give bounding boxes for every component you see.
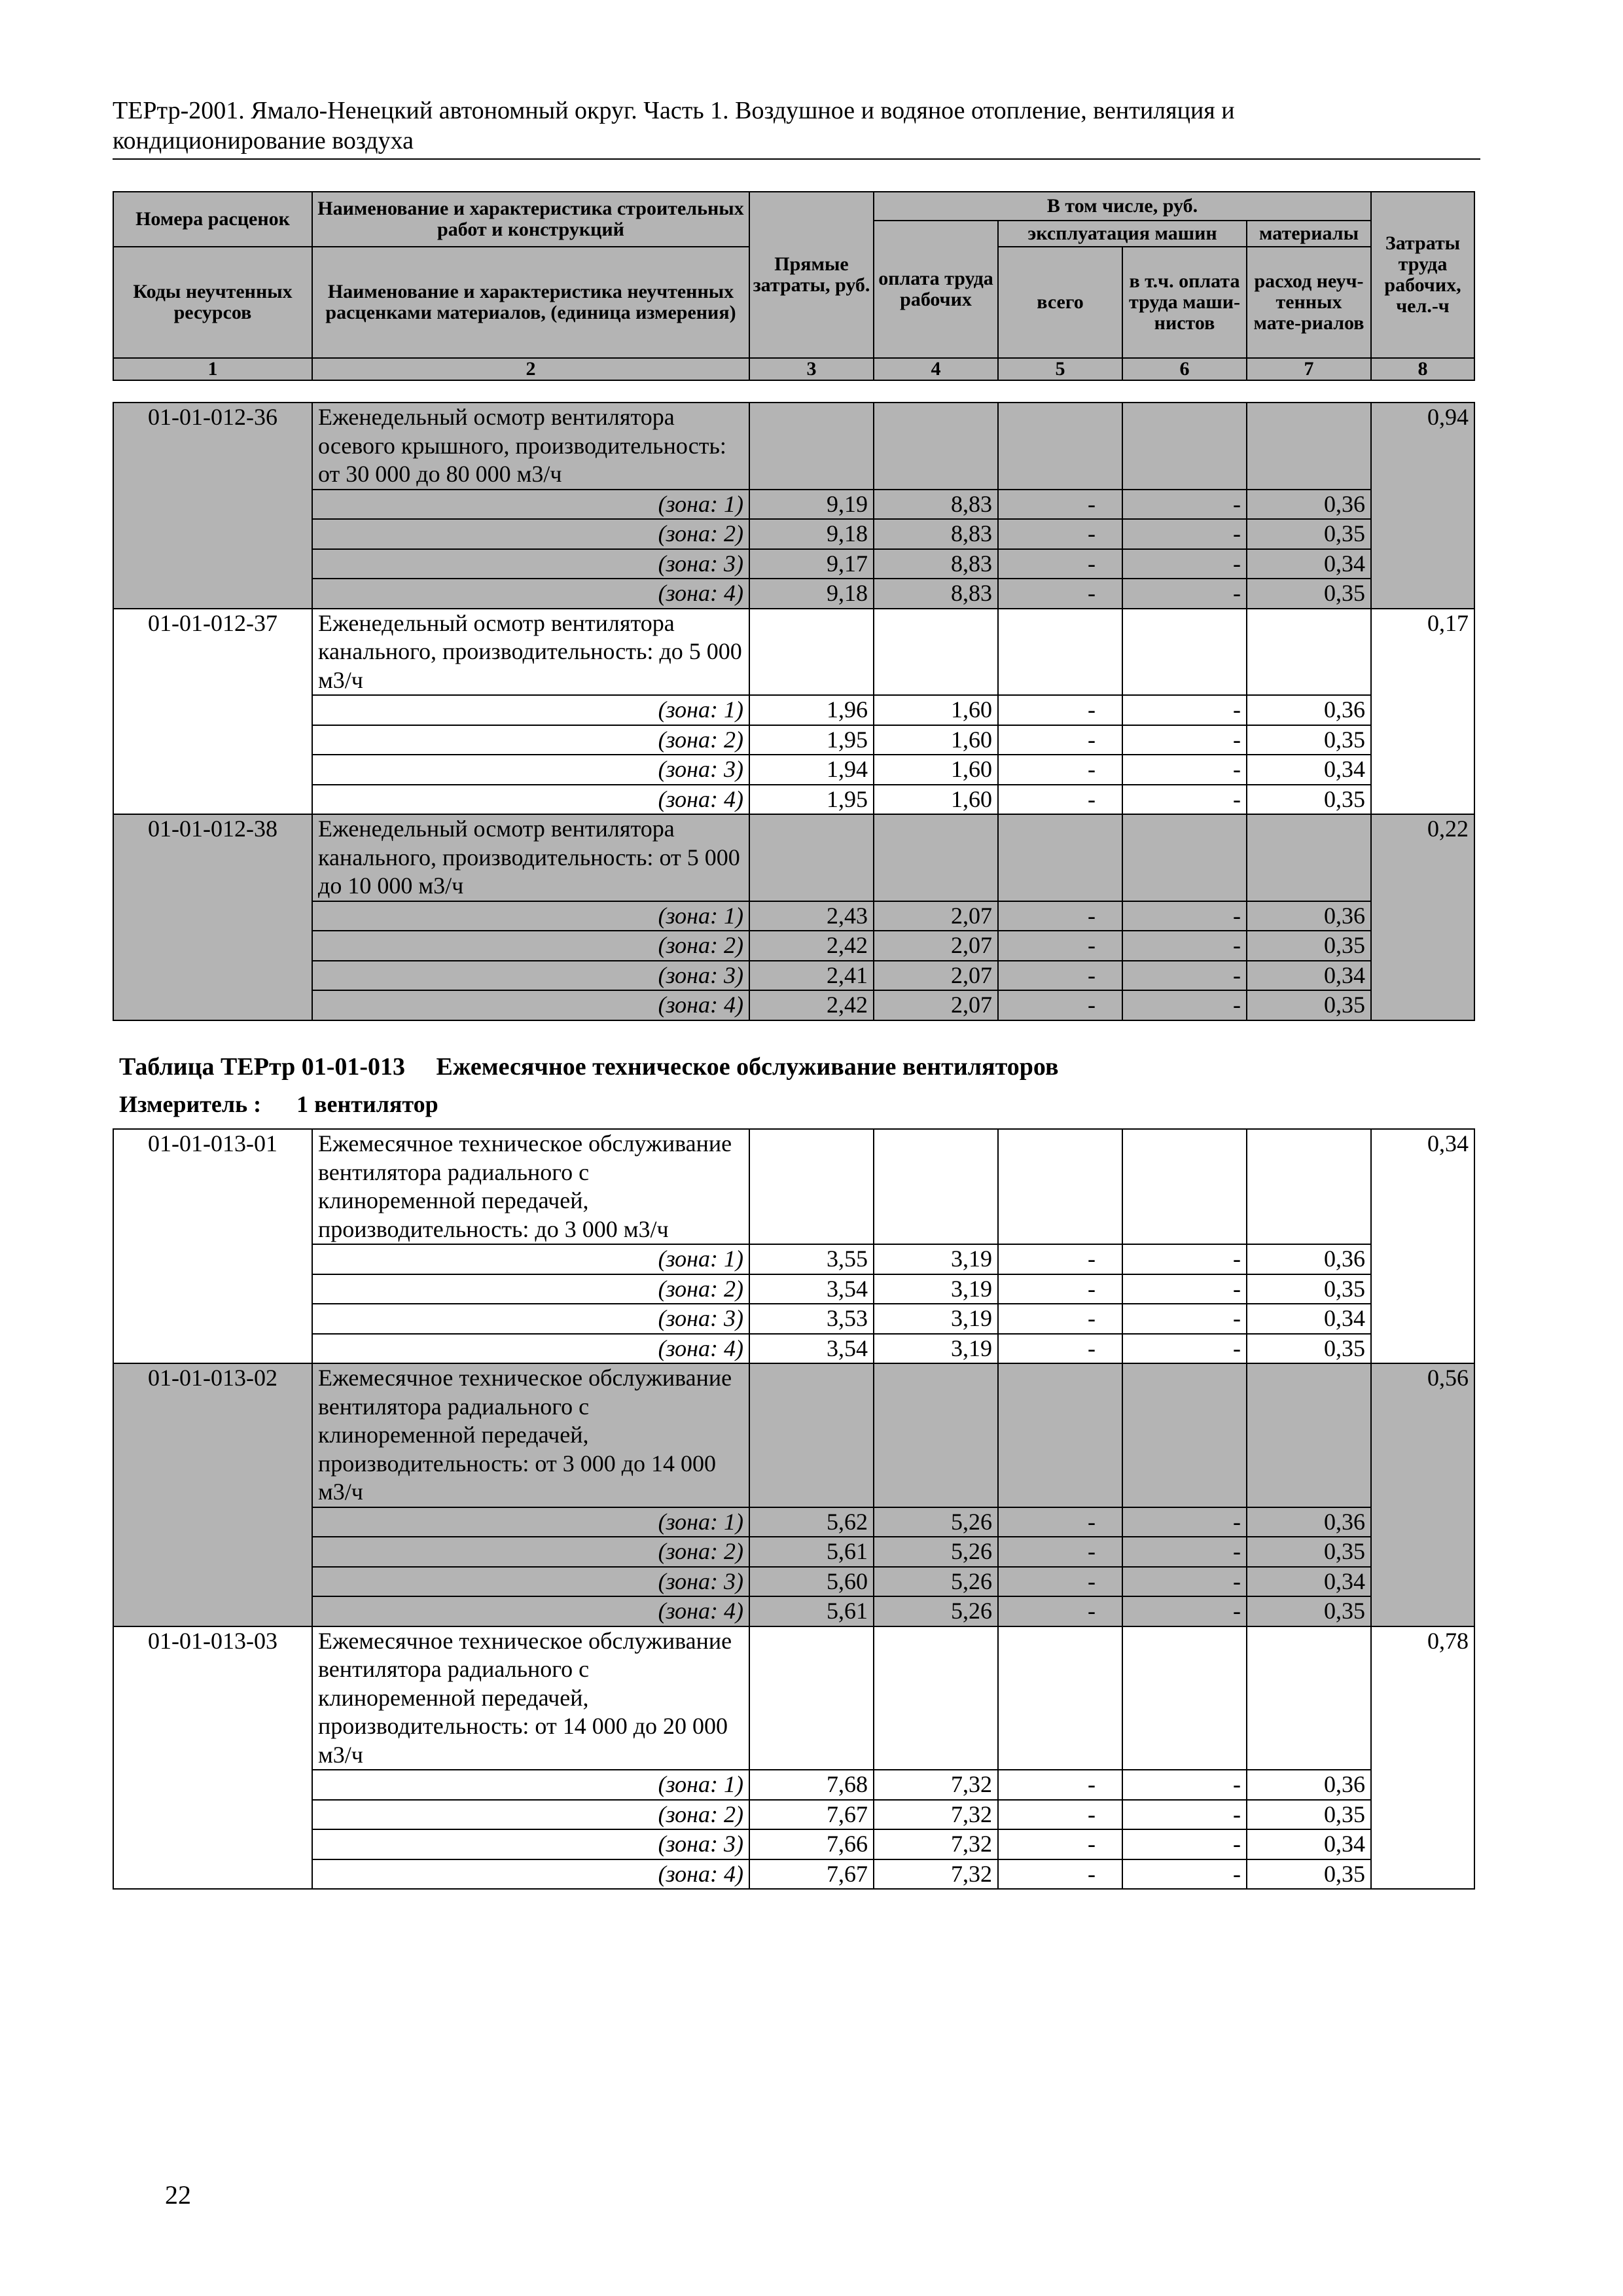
- materials-value: 0,35: [1247, 1859, 1371, 1890]
- wages-value: 8,83: [874, 579, 998, 609]
- empty-cell: [874, 1626, 998, 1770]
- empty-cell: [749, 403, 874, 490]
- wages-value: 8,83: [874, 490, 998, 520]
- wages-value: 5,26: [874, 1537, 998, 1567]
- direct-cost: 2,43: [749, 901, 874, 931]
- direct-cost: 9,19: [749, 490, 874, 520]
- materials-value: 0,35: [1247, 579, 1371, 609]
- direct-cost: 2,41: [749, 961, 874, 991]
- zone-row: [113, 901, 1474, 931]
- machinist-value: -: [1122, 1567, 1247, 1597]
- materials-value: 0,36: [1247, 1770, 1371, 1800]
- zone-label: (зона: 4): [312, 579, 749, 609]
- machines-value: -: [998, 519, 1122, 549]
- machinist-value: -: [1122, 901, 1247, 931]
- wages-value: 1,60: [874, 695, 998, 725]
- rate-row: [113, 609, 1474, 696]
- materials-value: 0,35: [1247, 519, 1371, 549]
- header-work-name: Наименование и характеристика строительных работ и конструкций: [312, 192, 749, 247]
- wages-value: 5,26: [874, 1507, 998, 1537]
- direct-cost: 7,67: [749, 1800, 874, 1830]
- machines-value: -: [998, 490, 1122, 520]
- machines-value: -: [998, 1859, 1122, 1890]
- empty-cell: [1247, 609, 1371, 696]
- empty-cell: [1247, 1363, 1371, 1507]
- labor-cost: 0,34: [1371, 1129, 1474, 1363]
- header-line-1: ТЕРтр-2001. Ямало-Ненецкий автономный округ. Часть 1. Воздушное и водяное отопление, вентиляция и: [113, 97, 1235, 124]
- materials-value: 0,36: [1247, 1507, 1371, 1537]
- wages-value: 7,32: [874, 1770, 998, 1800]
- machinist-value: -: [1122, 785, 1247, 815]
- materials-value: 0,35: [1247, 990, 1371, 1020]
- zone-row: [113, 1274, 1474, 1304]
- wages-value: 3,19: [874, 1244, 998, 1274]
- labor-cost: 0,78: [1371, 1626, 1474, 1890]
- column-number: 1: [113, 358, 312, 380]
- materials-value: 0,34: [1247, 961, 1371, 991]
- zone-label: (зона: 3): [312, 1567, 749, 1597]
- direct-cost: 9,17: [749, 549, 874, 579]
- empty-cell: [749, 814, 874, 901]
- column-number: 8: [1371, 358, 1474, 380]
- column-number: 4: [874, 358, 998, 380]
- rates-table-01-01-013: [113, 1128, 1475, 1890]
- zone-row: [113, 1859, 1474, 1890]
- rate-row: [113, 1363, 1474, 1507]
- empty-cell: [874, 814, 998, 901]
- wages-value: 1,60: [874, 755, 998, 785]
- column-header-table: [113, 191, 1475, 381]
- zone-label: (зона: 3): [312, 755, 749, 785]
- materials-value: 0,35: [1247, 1334, 1371, 1364]
- wages-value: 5,26: [874, 1596, 998, 1626]
- direct-cost: 7,66: [749, 1829, 874, 1859]
- zone-label: (зона: 4): [312, 1334, 749, 1364]
- measure-unit: Измеритель : 1 вентилятор: [119, 1091, 438, 1117]
- direct-cost: 9,18: [749, 519, 874, 549]
- materials-value: 0,34: [1247, 1304, 1371, 1334]
- wages-value: 2,07: [874, 901, 998, 931]
- zone-label: (зона: 3): [312, 1304, 749, 1334]
- column-number: 2: [312, 358, 749, 380]
- empty-cell: [874, 609, 998, 696]
- machines-value: -: [998, 1507, 1122, 1537]
- zone-label: (зона: 4): [312, 1859, 749, 1890]
- direct-cost: 2,42: [749, 931, 874, 961]
- rate-name: Ежемесячное техническое обслуживание вентилятора радиального с клиноременной передачей, производительность: от 3 000 до 14 000 м3/ч: [312, 1363, 749, 1507]
- machinist-value: -: [1122, 1829, 1247, 1859]
- rate-row: [113, 1626, 1474, 1770]
- empty-cell: [998, 403, 1122, 490]
- zone-label: (зона: 3): [312, 961, 749, 991]
- zone-row: [113, 519, 1474, 549]
- empty-cell: [874, 1129, 998, 1244]
- machines-value: -: [998, 1596, 1122, 1626]
- rate-code: 01-01-013-01: [113, 1129, 312, 1363]
- rate-code: 01-01-013-02: [113, 1363, 312, 1626]
- header-wages: оплата труда рабочих: [874, 221, 998, 358]
- empty-cell: [749, 1363, 874, 1507]
- empty-cell: [749, 1129, 874, 1244]
- machines-value: -: [998, 901, 1122, 931]
- wages-value: 2,07: [874, 990, 998, 1020]
- header-direct-costs: Прямые затраты, руб.: [749, 192, 874, 358]
- zone-label: (зона: 3): [312, 549, 749, 579]
- zone-label: (зона: 3): [312, 1829, 749, 1859]
- header-resource-codes: Коды неучтенных ресурсов: [113, 247, 312, 358]
- direct-cost: 2,42: [749, 990, 874, 1020]
- rate-row: [113, 814, 1474, 901]
- labor-cost: 0,94: [1371, 403, 1474, 609]
- machines-value: -: [998, 1567, 1122, 1597]
- header-rate-numbers: Номера расценок: [113, 192, 312, 247]
- labor-cost: 0,22: [1371, 814, 1474, 1020]
- empty-cell: [998, 1363, 1122, 1507]
- page-header: [113, 96, 1480, 160]
- wages-value: 3,19: [874, 1304, 998, 1334]
- header-machinist-wages: в т.ч. оплата труда маши-нистов: [1122, 247, 1247, 358]
- wages-value: 1,60: [874, 725, 998, 755]
- column-number: 5: [998, 358, 1122, 380]
- machines-value: -: [998, 725, 1122, 755]
- rate-name: Еженедельный осмотр вентилятора канального, производительность: до 5 000 м3/ч: [312, 609, 749, 696]
- zone-label: (зона: 2): [312, 519, 749, 549]
- wages-value: 3,19: [874, 1274, 998, 1304]
- direct-cost: 5,62: [749, 1507, 874, 1537]
- empty-cell: [1122, 1129, 1247, 1244]
- empty-cell: [1247, 814, 1371, 901]
- rate-code: 01-01-012-37: [113, 609, 312, 815]
- labor-cost: 0,17: [1371, 609, 1474, 815]
- machines-value: -: [998, 1274, 1122, 1304]
- zone-label: (зона: 2): [312, 1800, 749, 1830]
- wages-value: 8,83: [874, 519, 998, 549]
- machinist-value: -: [1122, 1770, 1247, 1800]
- zone-label: (зона: 1): [312, 901, 749, 931]
- empty-cell: [1247, 403, 1371, 490]
- zone-row: [113, 1567, 1474, 1597]
- machinist-value: -: [1122, 1244, 1247, 1274]
- empty-cell: [874, 1363, 998, 1507]
- rate-code: 01-01-012-38: [113, 814, 312, 1020]
- machines-value: -: [998, 931, 1122, 961]
- direct-cost: 7,67: [749, 1859, 874, 1890]
- zone-label: (зона: 4): [312, 1596, 749, 1626]
- direct-cost: 3,54: [749, 1334, 874, 1364]
- machinist-value: -: [1122, 1537, 1247, 1567]
- machines-value: -: [998, 961, 1122, 991]
- machinist-value: -: [1122, 519, 1247, 549]
- zone-row: [113, 549, 1474, 579]
- header-machines-total: всего: [998, 247, 1122, 358]
- header-materials: материалы: [1247, 221, 1371, 247]
- rate-row: [113, 403, 1474, 490]
- page-number: 22: [165, 2180, 191, 2210]
- materials-value: 0,34: [1247, 1567, 1371, 1597]
- zone-row: [113, 725, 1474, 755]
- direct-cost: 1,95: [749, 785, 874, 815]
- direct-cost: 1,94: [749, 755, 874, 785]
- zone-row: [113, 1596, 1474, 1626]
- machinist-value: -: [1122, 490, 1247, 520]
- zone-row: [113, 1507, 1474, 1537]
- materials-value: 0,35: [1247, 931, 1371, 961]
- direct-cost: 7,68: [749, 1770, 874, 1800]
- rate-name: Ежемесячное техническое обслуживание вентилятора радиального с клиноременной передачей, производительность: до 3 000 м3/ч: [312, 1129, 749, 1244]
- direct-cost: 5,61: [749, 1596, 874, 1626]
- zone-label: (зона: 2): [312, 1537, 749, 1567]
- zone-label: (зона: 4): [312, 990, 749, 1020]
- zone-label: (зона: 1): [312, 490, 749, 520]
- zone-label: (зона: 1): [312, 1507, 749, 1537]
- section-title: Таблица ТЕРтр 01-01-013 Ежемесячное техническое обслуживание вентиляторов: [119, 1053, 1059, 1081]
- direct-cost: 5,61: [749, 1537, 874, 1567]
- direct-cost: 1,95: [749, 725, 874, 755]
- wages-value: 7,32: [874, 1859, 998, 1890]
- rate-code: 01-01-012-36: [113, 403, 312, 609]
- rate-row: [113, 1129, 1474, 1244]
- zone-row: [113, 490, 1474, 520]
- materials-value: 0,36: [1247, 1244, 1371, 1274]
- direct-cost: 3,55: [749, 1244, 874, 1274]
- machines-value: -: [998, 755, 1122, 785]
- materials-value: 0,36: [1247, 901, 1371, 931]
- machinist-value: -: [1122, 1274, 1247, 1304]
- zone-label: (зона: 1): [312, 1244, 749, 1274]
- machines-value: -: [998, 1770, 1122, 1800]
- machines-value: -: [998, 1304, 1122, 1334]
- empty-cell: [1122, 403, 1247, 490]
- empty-cell: [874, 403, 998, 490]
- zone-row: [113, 1304, 1474, 1334]
- machinist-value: -: [1122, 1596, 1247, 1626]
- zone-row: [113, 1829, 1474, 1859]
- empty-cell: [749, 1626, 874, 1770]
- machinist-value: -: [1122, 1304, 1247, 1334]
- header-material-names: Наименование и характеристика неучтенных расценками материалов, (единица измерения): [312, 247, 749, 358]
- materials-value: 0,36: [1247, 490, 1371, 520]
- machines-value: -: [998, 1334, 1122, 1364]
- empty-cell: [998, 609, 1122, 696]
- zone-row: [113, 961, 1474, 991]
- header-labor-costs: Затраты труда рабочих, чел.-ч: [1371, 192, 1474, 358]
- column-number: 7: [1247, 358, 1371, 380]
- materials-value: 0,35: [1247, 725, 1371, 755]
- empty-cell: [998, 1626, 1122, 1770]
- header-machine-operation: эксплуатация машин: [998, 221, 1247, 247]
- empty-cell: [1247, 1129, 1371, 1244]
- materials-value: 0,35: [1247, 1800, 1371, 1830]
- materials-value: 0,35: [1247, 1274, 1371, 1304]
- zone-label: (зона: 1): [312, 1770, 749, 1800]
- machinist-value: -: [1122, 1859, 1247, 1890]
- zone-label: (зона: 2): [312, 931, 749, 961]
- wages-value: 7,32: [874, 1829, 998, 1859]
- machines-value: -: [998, 990, 1122, 1020]
- direct-cost: 3,54: [749, 1274, 874, 1304]
- machines-value: -: [998, 695, 1122, 725]
- empty-cell: [749, 609, 874, 696]
- machines-value: -: [998, 579, 1122, 609]
- materials-value: 0,35: [1247, 785, 1371, 815]
- zone-row: [113, 755, 1474, 785]
- machinist-value: -: [1122, 961, 1247, 991]
- zone-row: [113, 931, 1474, 961]
- header-materials-consumption: расход неуч-тенных мате-риалов: [1247, 247, 1371, 358]
- wages-value: 5,26: [874, 1567, 998, 1597]
- zone-label: (зона: 4): [312, 785, 749, 815]
- materials-value: 0,34: [1247, 549, 1371, 579]
- machinist-value: -: [1122, 1334, 1247, 1364]
- materials-value: 0,36: [1247, 695, 1371, 725]
- zone-label: (зона: 1): [312, 695, 749, 725]
- zone-row: [113, 579, 1474, 609]
- wages-value: 8,83: [874, 549, 998, 579]
- materials-value: 0,35: [1247, 1537, 1371, 1567]
- materials-value: 0,35: [1247, 1596, 1371, 1626]
- zone-row: [113, 1334, 1474, 1364]
- header-including: В том числе, руб.: [874, 192, 1371, 221]
- machinist-value: -: [1122, 579, 1247, 609]
- zone-row: [113, 1244, 1474, 1274]
- machines-value: -: [998, 1537, 1122, 1567]
- empty-cell: [998, 814, 1122, 901]
- machinist-value: -: [1122, 695, 1247, 725]
- empty-cell: [1247, 1626, 1371, 1770]
- machinist-value: -: [1122, 725, 1247, 755]
- zone-row: [113, 1537, 1474, 1567]
- header-line-2: кондиционирование воздуха: [113, 127, 414, 154]
- machines-value: -: [998, 549, 1122, 579]
- zone-label: (зона: 2): [312, 1274, 749, 1304]
- machinist-value: -: [1122, 990, 1247, 1020]
- column-number: 3: [749, 358, 874, 380]
- labor-cost: 0,56: [1371, 1363, 1474, 1626]
- materials-value: 0,34: [1247, 1829, 1371, 1859]
- machines-value: -: [998, 1244, 1122, 1274]
- column-number: 6: [1122, 358, 1247, 380]
- rate-name: Еженедельный осмотр вентилятора канального, производительность: от 5 000 до 10 000 м3/ч: [312, 814, 749, 901]
- rate-code: 01-01-013-03: [113, 1626, 312, 1890]
- machinist-value: -: [1122, 1800, 1247, 1830]
- empty-cell: [1122, 814, 1247, 901]
- wages-value: 3,19: [874, 1334, 998, 1364]
- empty-cell: [1122, 609, 1247, 696]
- machines-value: -: [998, 1829, 1122, 1859]
- machinist-value: -: [1122, 549, 1247, 579]
- machines-value: -: [998, 785, 1122, 815]
- wages-value: 1,60: [874, 785, 998, 815]
- zone-row: [113, 785, 1474, 815]
- machinist-value: -: [1122, 755, 1247, 785]
- rate-name: Ежемесячное техническое обслуживание вентилятора радиального с клиноременной передачей, производительность: от 14 000 до 20 000 м3/ч: [312, 1626, 749, 1770]
- machinist-value: -: [1122, 1507, 1247, 1537]
- materials-value: 0,34: [1247, 755, 1371, 785]
- wages-value: 7,32: [874, 1800, 998, 1830]
- direct-cost: 3,53: [749, 1304, 874, 1334]
- direct-cost: 1,96: [749, 695, 874, 725]
- empty-cell: [998, 1129, 1122, 1244]
- wages-value: 2,07: [874, 931, 998, 961]
- machinist-value: -: [1122, 931, 1247, 961]
- rate-name: Еженедельный осмотр вентилятора осевого крышного, производительность: от 30 000 до 80 000 м3/ч: [312, 403, 749, 490]
- direct-cost: 5,60: [749, 1567, 874, 1597]
- rates-table-01-01-012: [113, 402, 1475, 1021]
- wages-value: 2,07: [874, 961, 998, 991]
- direct-cost: 9,18: [749, 579, 874, 609]
- zone-row: [113, 1770, 1474, 1800]
- zone-row: [113, 695, 1474, 725]
- empty-cell: [1122, 1363, 1247, 1507]
- zone-row: [113, 1800, 1474, 1830]
- empty-cell: [1122, 1626, 1247, 1770]
- zone-label: (зона: 2): [312, 725, 749, 755]
- zone-row: [113, 990, 1474, 1020]
- machines-value: -: [998, 1800, 1122, 1830]
